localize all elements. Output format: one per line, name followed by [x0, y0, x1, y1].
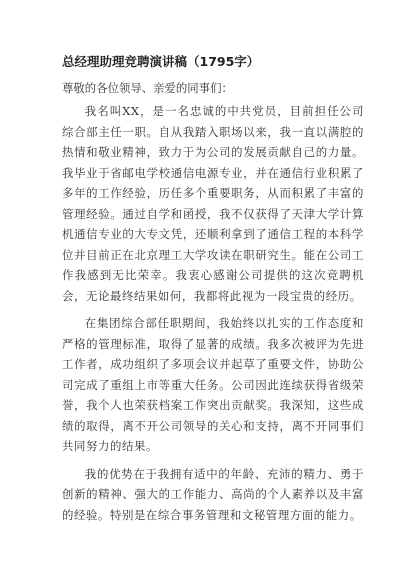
paragraph-3: 我的优势在于我拥有适中的年龄、充沛的精力、勇于创新的精神、强大的工作能力、高尚的个人素养以及丰富的经验。特别是在综合事务管理和文秘管理方面的能力。	[62, 466, 364, 522]
paragraph-1: 我名叫XX，是一名忠诚的中共党员，目前担任公司综合部主任一职。自从我踏入职场以来，我一直以满腔的热情和敬业精神，致力于为公司的发展贡献自己的力量。我毕业于省邮电学校通信电源专业，并在通信行业积累了多年的工作经验，历任多个重要职务，从而积累了丰富的管理经验。通过自学和函授，我不仅获得了天津大学计算机通信专业的大专文凭，还顺利拿到了通信工程的本科学位并目前正在北京理工大学攻读在职研究生。能在公司工作我感到无比荣幸。我衷心感谢公司提供的这次竞聘机会，无论最终结果如何，我都将此视为一段宝贵的经历。	[62, 104, 364, 303]
document-title: 总经理助理竞聘演讲稿（1795字）	[62, 54, 260, 69]
document-body	[62, 78, 364, 525]
salutation: 尊敬的各位领导、亲爱的同事们：	[62, 81, 233, 95]
paragraph-2: 在集团综合部任职期间，我始终以扎实的工作态度和严格的管理标准，取得了显著的成绩。我多次被评为先进工作者，成功组织了多项会议并起草了重要文件，协助公司完成了重组上市等重大任务。公司因此连续获得省级荣誉，我个人也荣获档案工作突出贡献奖。我深知，这些成绩的取得，离不开公司领导的关心和支持，离不开同事们共同努力的结果。	[62, 316, 364, 453]
